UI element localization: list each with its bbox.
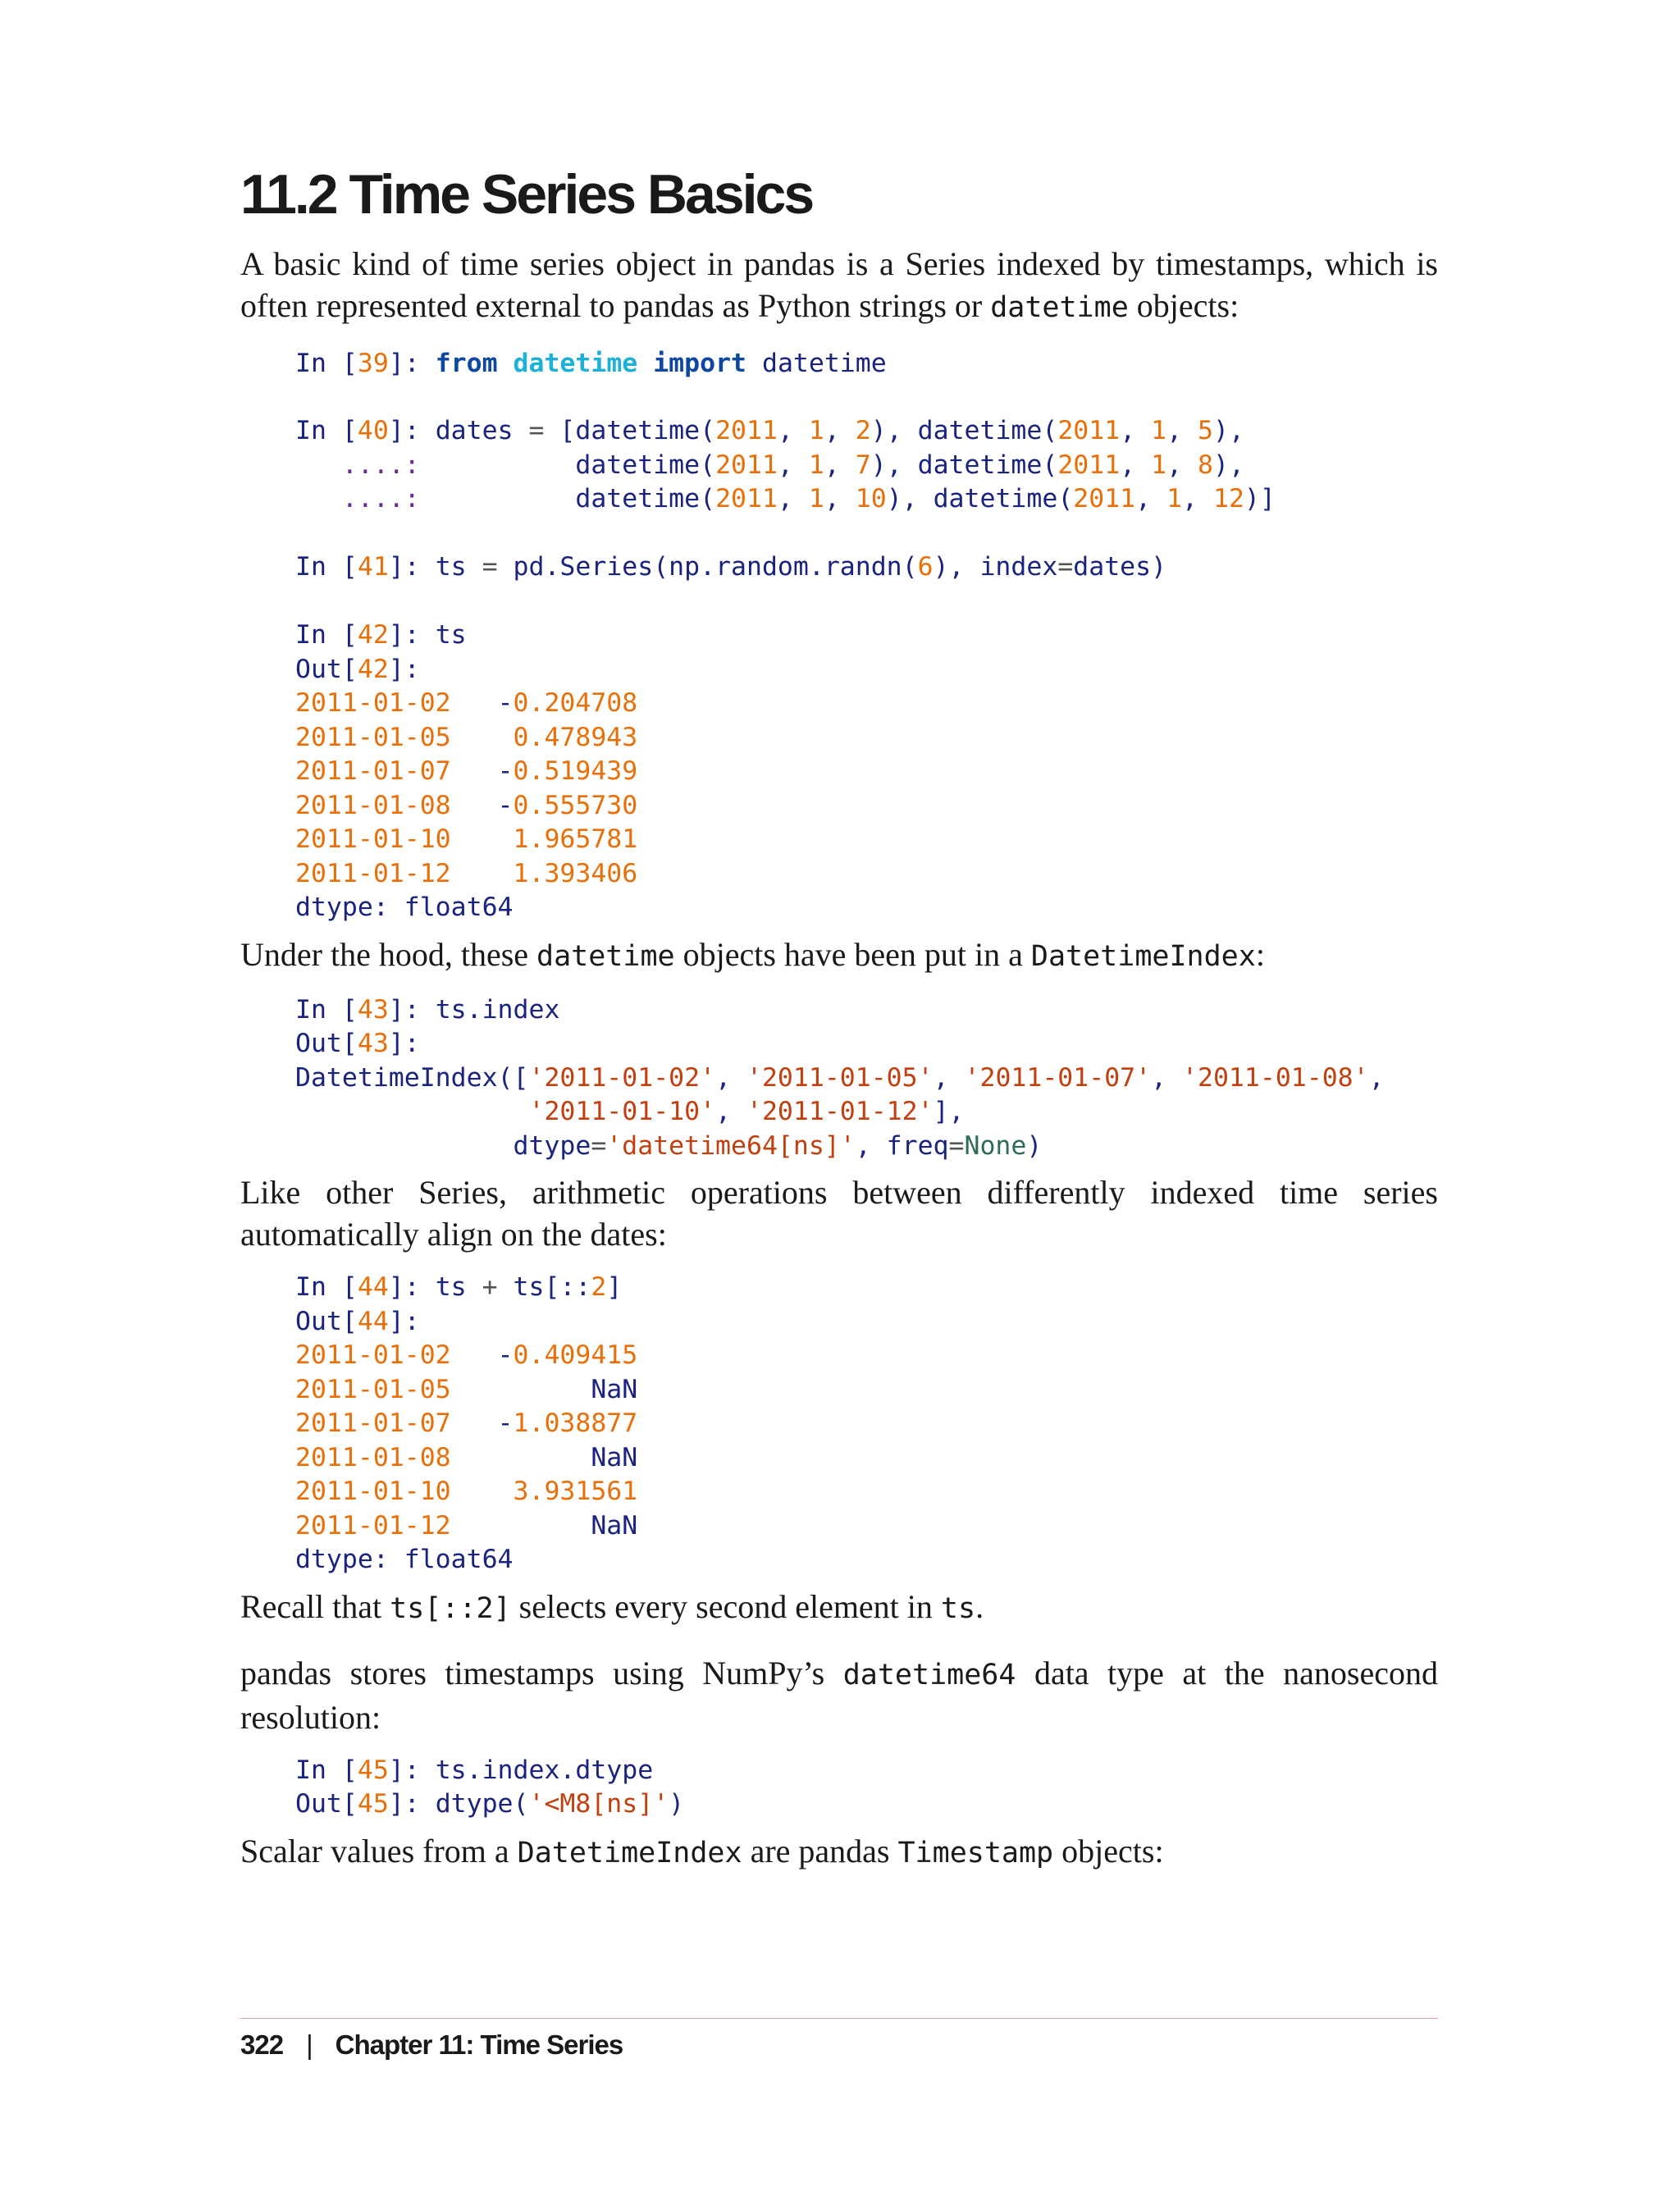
text-span: Like other Series, arithmetic operations between differently indexed time series automatically align on the dates: xyxy=(240,1174,1438,1253)
code-line: In [41]: ts = pd.Series(np.random.randn(6), index=dates) xyxy=(295,552,1167,582)
series-date: 2011-01-08 xyxy=(295,790,451,820)
inline-code: ts xyxy=(940,1591,976,1625)
code-line: DatetimeIndex(['2011-01-02', '2011-01-05', '2011-01-07', '2011-01-08', xyxy=(295,1062,1385,1093)
dtype-line: dtype: float64 xyxy=(295,892,514,923)
series-date: 2011-01-02 xyxy=(295,1340,451,1371)
text-span: objects: xyxy=(1128,286,1239,324)
chapter-title: Chapter 11: Time Series xyxy=(335,2029,623,2060)
series-row xyxy=(295,1443,637,1472)
code-line: In [44]: ts + ts[::2] xyxy=(295,1272,623,1303)
series-row xyxy=(295,1340,637,1370)
paragraph-datetime64 xyxy=(240,1652,1438,1738)
text-span: data type at the nanosecond resolution: xyxy=(240,1654,1438,1736)
code-line: ....: datetime(2011, 1, 10), datetime(2011, 1, 12)] xyxy=(341,484,1276,514)
text-span: : xyxy=(1255,935,1265,973)
footer-separator: | xyxy=(306,2029,313,2060)
text-span: Recall that xyxy=(240,1587,390,1625)
series-date: 2011-01-10 xyxy=(295,1477,451,1507)
code-line: Out[43]: xyxy=(295,1029,420,1059)
code-line: In [40]: dates = [datetime(2011, 1, 2), datetime(2011, 1, 5), xyxy=(295,416,1244,446)
series-value: NaN xyxy=(450,1442,638,1472)
series-row xyxy=(295,723,637,752)
series-row xyxy=(295,859,637,888)
prompt-in-39: In [39]: xyxy=(295,348,436,378)
code-line: In [45]: ts.index.dtype xyxy=(295,1755,654,1785)
code-line: Out[44]: xyxy=(295,1306,420,1336)
series-date: 2011-01-07 xyxy=(295,756,451,787)
text-span: A basic kind of time series object in pandas is a Series indexed by timestamps, which is often represented external to pandas as Python strings or xyxy=(240,244,1438,324)
series-row xyxy=(295,791,637,820)
text-span: are pandas xyxy=(742,1832,898,1869)
inline-code: datetime64 xyxy=(842,1658,1016,1691)
series-row xyxy=(295,824,637,854)
text-span: Scalar values from a xyxy=(240,1832,518,1869)
series-value: 0.478943 xyxy=(513,722,638,752)
text-span: . xyxy=(975,1587,984,1625)
series-value: -1.038877 xyxy=(450,1408,638,1439)
code-line: In [42]: ts xyxy=(295,620,467,651)
paragraph-intro xyxy=(240,243,1438,329)
keyword-import: import xyxy=(653,348,747,378)
text-span: objects: xyxy=(1053,1832,1164,1869)
keyword-from: from xyxy=(435,348,498,378)
series-value: 3.931561 xyxy=(513,1477,638,1507)
series-date: 2011-01-07 xyxy=(295,1408,451,1439)
text-span: pandas stores timestamps using NumPy’s xyxy=(240,1654,843,1691)
text-span: Under the hood, these xyxy=(240,935,537,973)
inline-code: Timestamp xyxy=(897,1836,1054,1869)
series-value: -0.409415 xyxy=(450,1340,638,1371)
inline-code: DatetimeIndex xyxy=(1030,939,1256,973)
series-date: 2011-01-05 xyxy=(295,1374,451,1404)
page-number: 322 xyxy=(240,2029,284,2060)
paragraph-recall xyxy=(240,1586,1438,1630)
section-title: 11.2 Time Series Basics xyxy=(240,163,813,226)
series-date: 2011-01-02 xyxy=(295,688,451,719)
code-line: In [43]: ts.index xyxy=(295,994,560,1025)
series-row xyxy=(295,1375,637,1404)
series-date: 2011-01-08 xyxy=(295,1442,451,1472)
series-value: -0.519439 xyxy=(450,756,638,787)
series-row xyxy=(295,688,637,718)
code-line: dtype='datetime64[ns]', freq=None) xyxy=(295,1130,1043,1161)
code-block-import xyxy=(295,347,1438,381)
text-span: objects have been put in a xyxy=(674,935,1031,973)
dtype-line: dtype: float64 xyxy=(295,1545,514,1575)
page-content xyxy=(240,164,1438,1874)
text-span: selects every second element in xyxy=(510,1587,941,1625)
code-block-index xyxy=(295,993,1438,1164)
series-date: 2011-01-05 xyxy=(295,722,451,752)
code-block-sum xyxy=(295,1271,1438,1577)
code-line: '2011-01-10', '2011-01-12'], xyxy=(528,1097,965,1127)
series-value: NaN xyxy=(450,1374,638,1404)
series-output xyxy=(295,688,637,888)
module-datetime: datetime xyxy=(513,348,638,378)
series-value: -0.555730 xyxy=(450,790,638,820)
paragraph-arithmetic xyxy=(240,1171,1438,1255)
inline-code: datetime xyxy=(536,939,675,973)
series-value: 1.965781 xyxy=(513,824,638,855)
inline-code: DatetimeIndex xyxy=(517,1836,742,1869)
series-value: 1.393406 xyxy=(513,858,638,888)
footer-rule xyxy=(240,2018,1438,2019)
code-block-dtype xyxy=(295,1754,1438,1822)
series-date: 2011-01-10 xyxy=(295,824,451,855)
paragraph-scalar xyxy=(240,1830,1438,1874)
series-row xyxy=(295,1511,637,1541)
code-block-series xyxy=(295,414,1438,925)
name-datetime: datetime xyxy=(761,348,887,378)
series-row xyxy=(295,1408,637,1438)
inline-code: ts[::2] xyxy=(390,1591,511,1625)
code-line: Out[45]: dtype('<M8[ns]') xyxy=(295,1789,685,1819)
series-row xyxy=(295,1477,637,1506)
code-line: Out[42]: xyxy=(295,654,420,684)
series-date: 2011-01-12 xyxy=(295,858,451,888)
series-row xyxy=(295,756,637,786)
series-value: -0.204708 xyxy=(450,688,638,719)
series-value: NaN xyxy=(450,1510,638,1541)
inline-code: datetime xyxy=(990,290,1129,324)
series-output xyxy=(295,1340,637,1541)
series-date: 2011-01-12 xyxy=(295,1510,451,1541)
page-footer xyxy=(240,2029,623,2061)
code-line: ....: datetime(2011, 1, 7), datetime(2011, 1, 8), xyxy=(341,450,1244,480)
paragraph-under-hood xyxy=(240,934,1438,978)
